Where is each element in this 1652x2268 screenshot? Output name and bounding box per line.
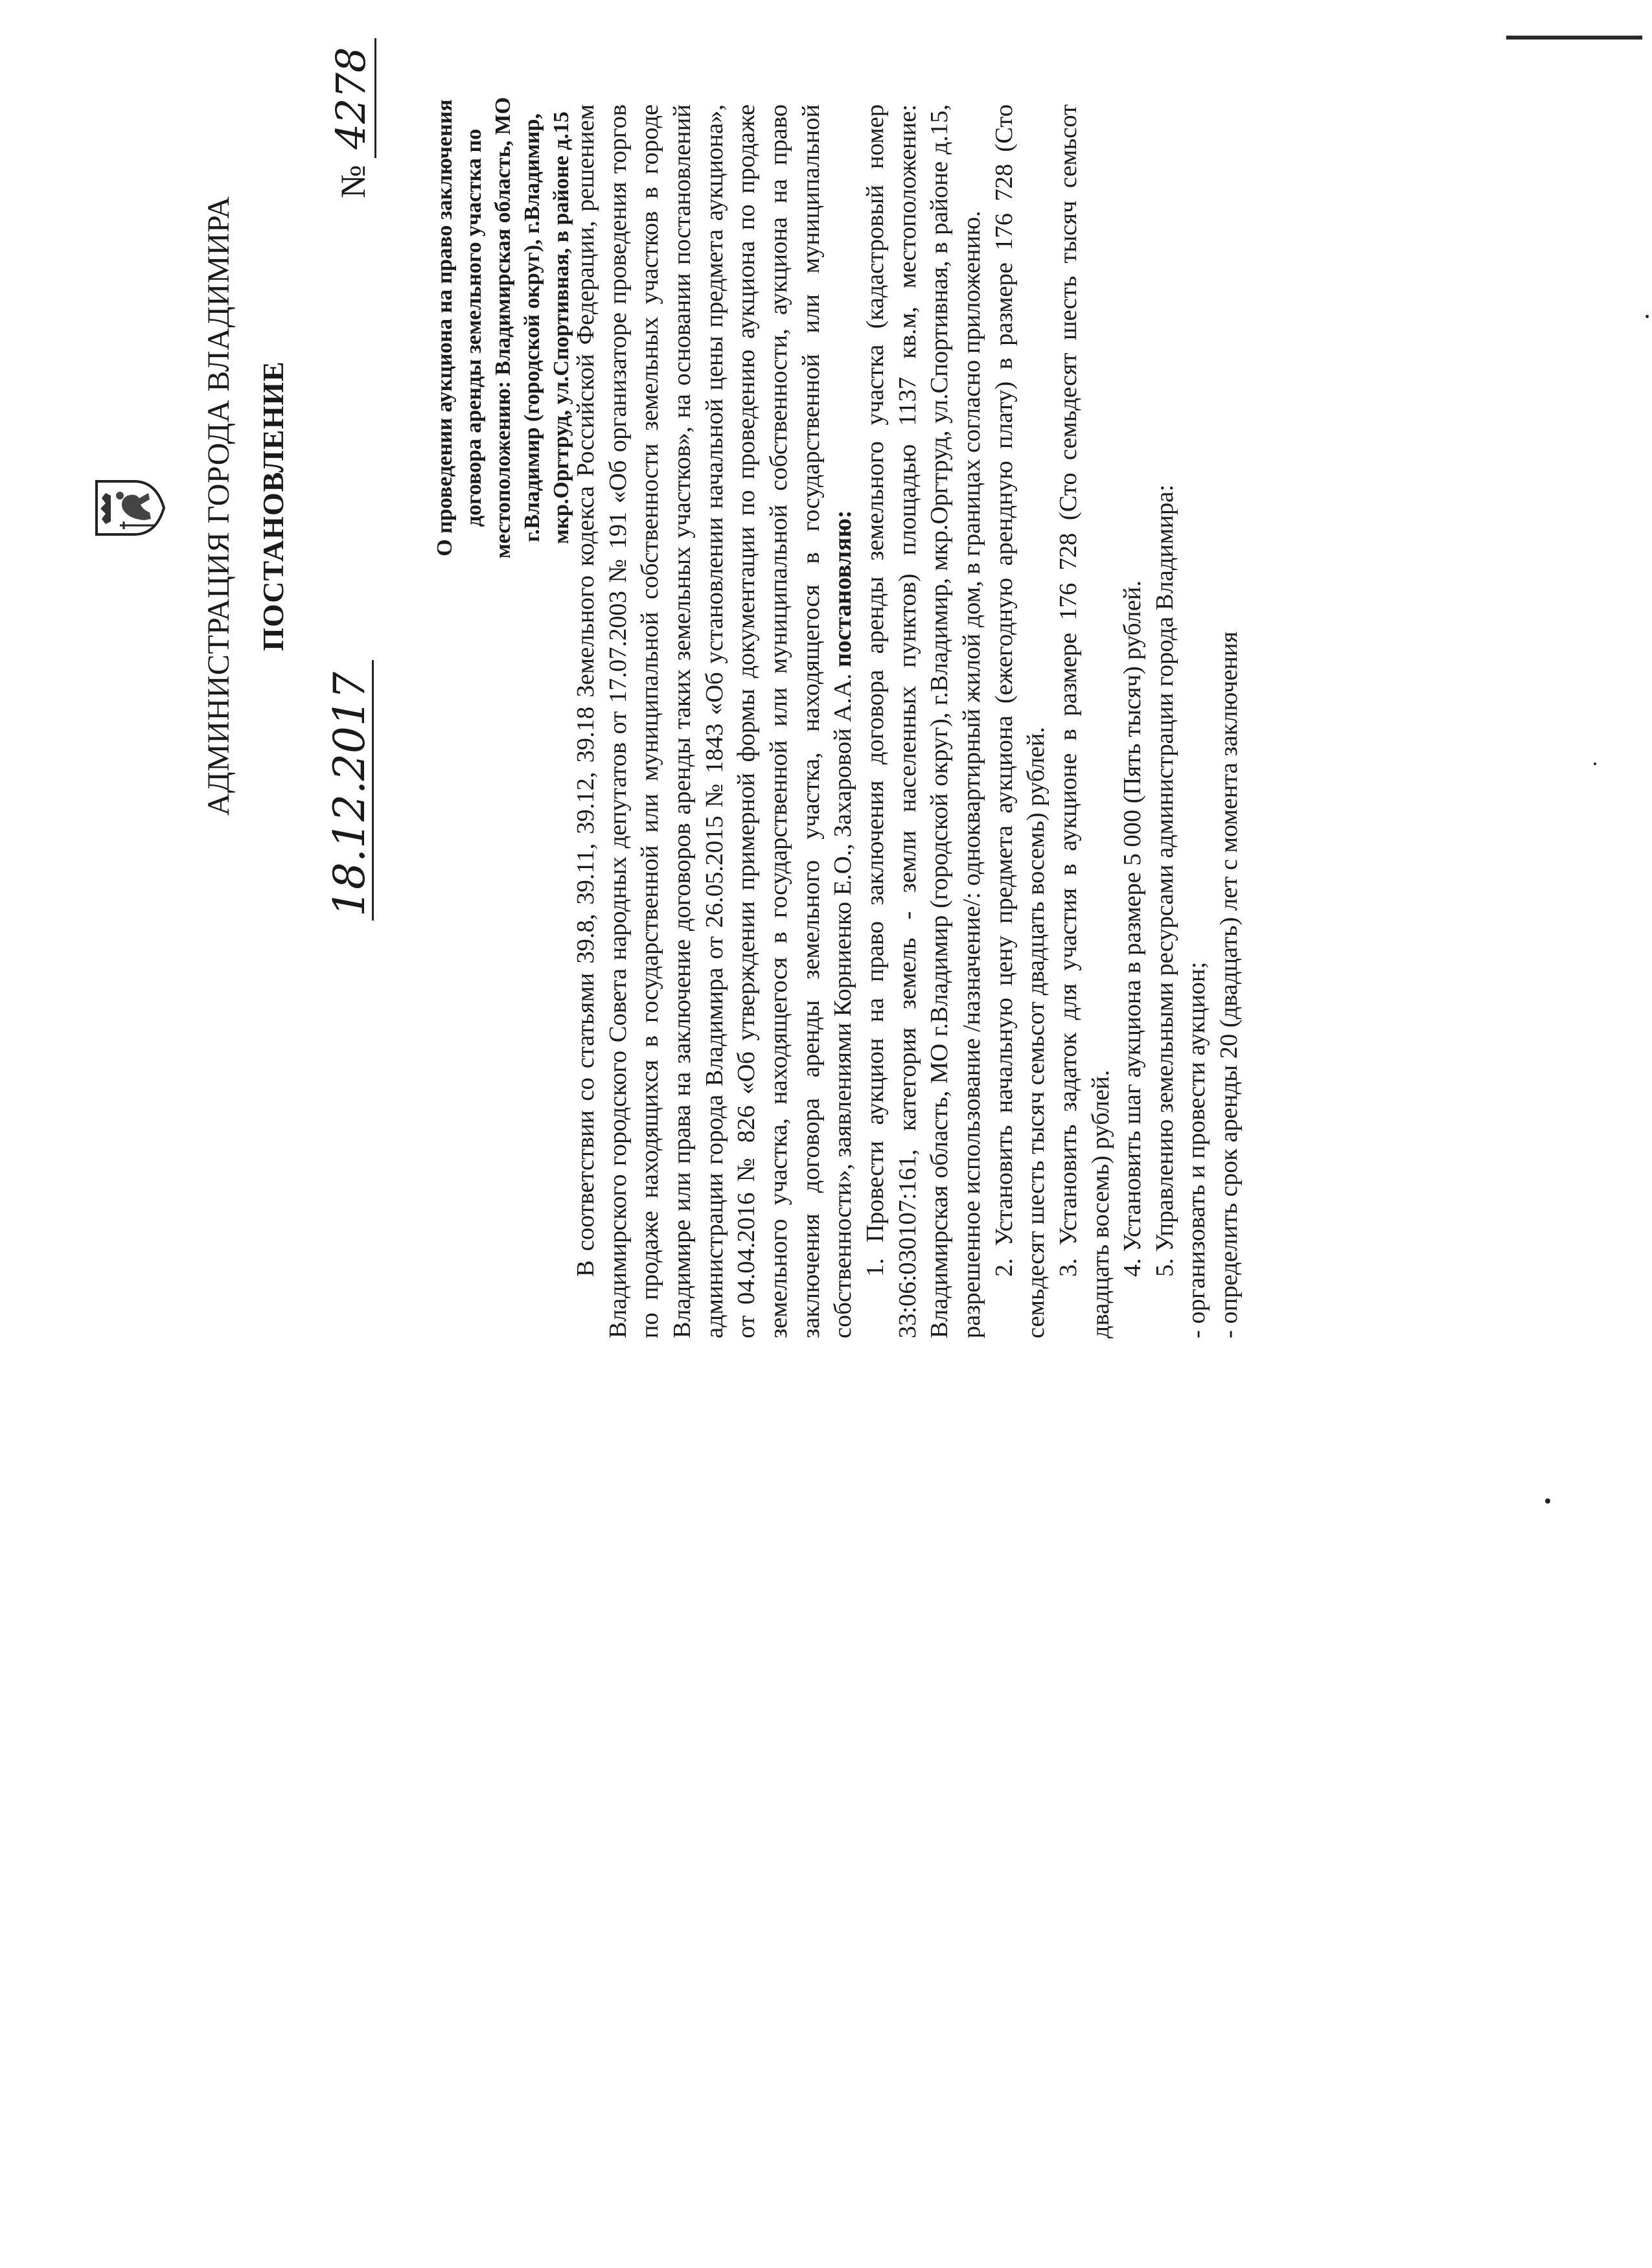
resolve-word: постановляю: bbox=[829, 510, 857, 667]
scan-edge-mark bbox=[1506, 36, 1642, 40]
item-5-b: - определить срок аренды 20 (двадцать) лет с момента заключения bbox=[1215, 631, 1243, 1338]
scan-speck bbox=[1545, 1498, 1550, 1504]
coat-of-arms-icon bbox=[94, 477, 166, 538]
scan-speck bbox=[1594, 762, 1596, 765]
scan-speck bbox=[1646, 315, 1649, 318]
item-3: 3. Установить задаток для участия в аукционе в размере 176 728 (Сто семьдесят шесть тысяч семьсот двадцать восемь) рублей. bbox=[1054, 104, 1114, 1338]
document-type: ПОСТАНОВЛЕНИЕ bbox=[257, 361, 290, 651]
document-body bbox=[570, 104, 1246, 1338]
item-4: 4. Установить шаг аукциона в размере 5 000 (Пять тысяч) рублей. bbox=[1119, 580, 1147, 1277]
item-1: 1. Провести аукцион на право заключения договора аренды земельного участка (кадастровый номер 33:06:030107:161, категория земель - земли населенных пунктов) площадью 1137 кв.м, местоположение: Владимирская область, МО г.Владимир (городской округ), г.Владимир, мкр.Оргтруд, ул.Спортивная, в районе д.15, разрешенное использование /назначение/: одноквартирный жилой дом, в границах согласно приложению. bbox=[861, 104, 985, 1338]
document-number bbox=[327, 38, 374, 198]
organization-name: АДМИНИСТРАЦИЯ ГОРОДА ВЛАДИМИРА bbox=[201, 196, 236, 816]
number-value: 4278 bbox=[327, 38, 376, 159]
preamble-paragraph bbox=[570, 104, 860, 1338]
number-sign: № bbox=[334, 165, 373, 198]
document-date: 18.12.2017 bbox=[327, 660, 374, 921]
item-2: 2. Установить начальную цену предмета аукциона (ежегодную арендную плату) в размере 176 728 (Сто семьдесят шесть тысяч семьсот двадцать восемь) рублей. bbox=[990, 104, 1050, 1338]
preamble-text: В соответствии со статьями 39.8, 39.11, 39.12, 39.18 Земельного кодекса Российской Федерации, решением Владимирского городского Совета народных депутатов от 17.07.2003 № 191 «Об организаторе проведения торгов по продаже находящихся в государственной или муниципальной собственности земельных участков в городе Владимире или права на заключение договоров аренды таких земельных участков», на основании постановлений администрации города Владимира от 26.05.2015 № 1843 «Об установлении начальной цены предмета аукциона», от 04.04.2016 № 826 «Об утверждении примерной формы документации по проведению аукциона по продаже земельного участка, находящегося в государственной или муниципальной собственности, аукциона на право заключения договора аренды земельного участка, находящегося в государственной или муниципальной собственности», заявлениями Корниенко Е.О., Захаровой А.А. bbox=[572, 104, 857, 1338]
item-5-a: - организовать и провести аукцион; bbox=[1183, 961, 1211, 1338]
item-5: 5. Управлению земельными ресурсами администрации города Владимира: bbox=[1151, 484, 1178, 1277]
document-subject: О проведении аукциона на право заключения договора аренды земельного участка по местоположению: Владимирская область, МО г.Владимир (городской округ), г.Владимир, мкр.Оргтруд, ул.Спортивная, в районе д.15 bbox=[433, 97, 573, 559]
